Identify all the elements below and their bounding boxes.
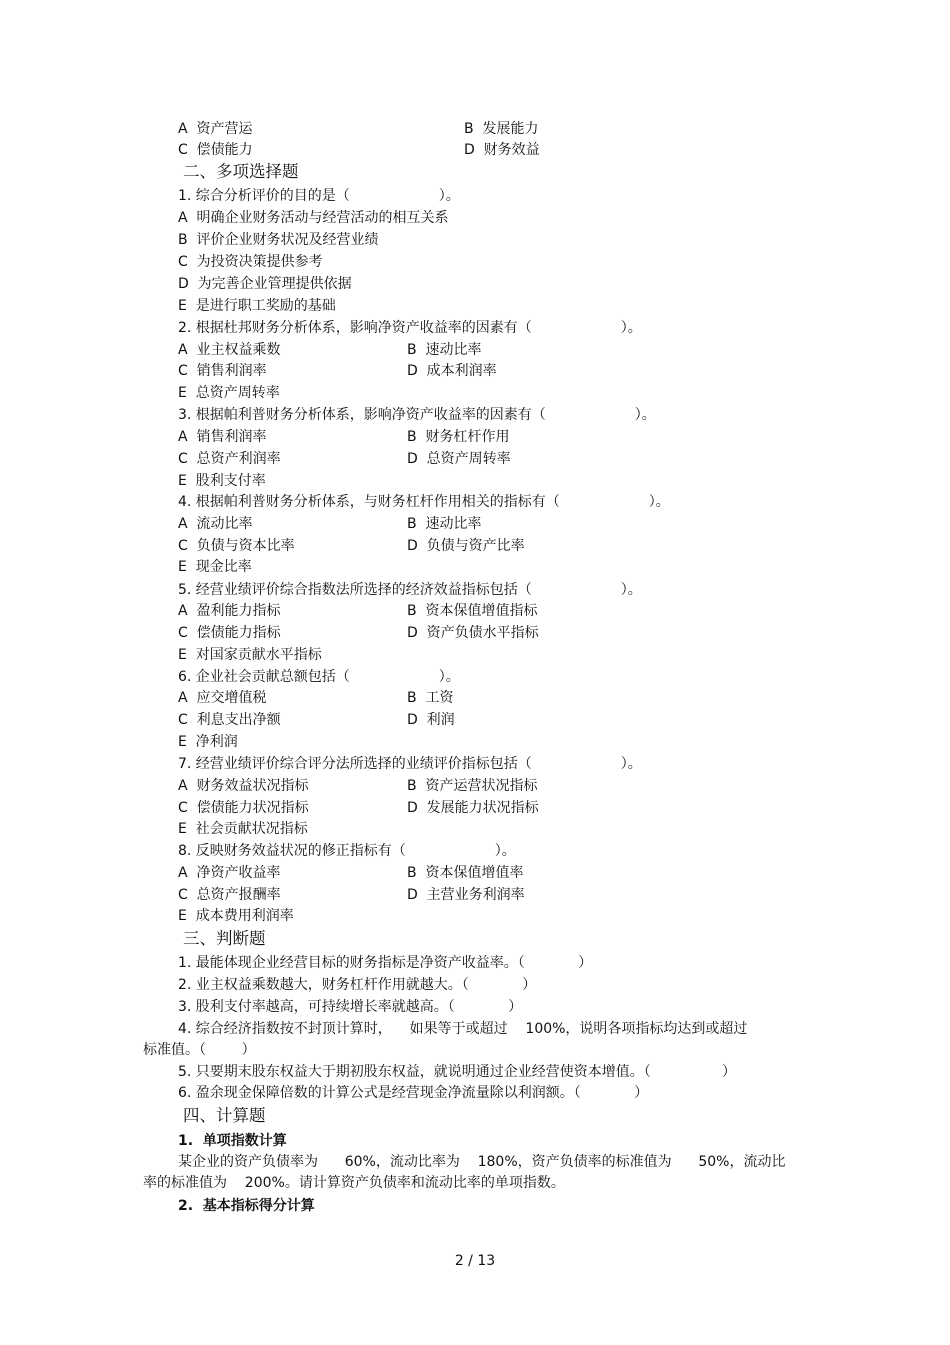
text-line: C 总资产利润率 [178,451,281,467]
text-line: A 净资产收益率 [178,865,281,881]
text-line: D 成本利润率 [407,363,497,379]
text-line: C 偿债能力状况指标 [178,800,309,816]
section-heading-multiple-choice: 二、多项选择题 [183,162,299,181]
text-line: C 偿债能力指标 [178,625,281,641]
text-line: B 资本保值增值指标 [407,603,538,619]
section-heading-calculation: 1. 单项指数计算 [178,1133,287,1149]
text-line: D 主营业务利润率 [407,887,525,903]
text-line: 三、判断题 [183,929,266,948]
text-line: 2. 业主权益乘数越大，财务杠杆作用就越大。（ ） [178,977,537,993]
text-line: C 利息支出净额 [178,712,281,728]
text-line: A 业主权益乘数 [178,342,281,358]
text-line: 率的标准值为 200%。请计算资产负债率和流动比率的单项指数。 [143,1175,565,1191]
text-line: B 工资 [407,690,454,706]
text-line: D 财务效益 [464,142,540,158]
text-line: D 负债与资产比率 [407,538,525,554]
text-line: 2. 基本指标得分计算 [178,1198,315,1214]
text-line: 5. 经营业绩评价综合指数法所选择的经济效益指标包括（ ）。 [178,582,642,598]
text-line: B 速动比率 [407,342,482,358]
text-line: E 股利支付率 [178,473,266,489]
text-line: 标准值。（ ） [143,1042,256,1058]
text-line: D 资产负债水平指标 [407,625,539,641]
text-line: E 总资产周转率 [178,385,280,401]
text-line: D 为完善企业管理提供依据 [178,276,352,292]
text-line: 6. 企业社会贡献总额包括（ ）。 [178,669,460,685]
text-line: E 成本费用利润率 [178,908,294,924]
text-line: 5. 只要期末股东权益大于期初股东权益，就说明通过企业经营使资本增值。（ ） [178,1064,737,1080]
text-line: 7. 经营业绩评价综合评分法所选择的业绩评价指标包括（ ）。 [178,756,642,772]
text-line: D 总资产周转率 [407,451,511,467]
text-line: 1. 综合分析评价的目的是（ ）。 [178,188,460,204]
text-line: A 财务效益状况指标 [178,778,309,794]
text-line: A 明确企业财务活动与经营活动的相互关系 [178,210,449,226]
text-line: B 资产运营状况指标 [407,778,538,794]
text-line: C 为投资决策提供参考 [178,254,323,270]
text-line: 四、计算题 [183,1106,266,1125]
text-line: C 负债与资本比率 [178,538,295,554]
text-line: A 应交增值税 [178,690,267,706]
text-line: E 现金比率 [178,559,252,575]
text-line: A 流动比率 [178,516,253,532]
text-line: A 盈利能力指标 [178,603,281,619]
text-line: 4. 综合经济指数按不封顶计算时， 如果等于或超过 100%，说明各项指标均达到或超过 [178,1021,748,1037]
text-line: E 对国家贡献水平指标 [178,647,322,663]
text-line: 4. 根据帕利普财务分析体系，与财务杠杆作用相关的指标有（ ）。 [178,494,670,510]
text-line: 8. 反映财务效益状况的修正指标有（ ）。 [178,843,516,859]
text-line: 3. 股利支付率越高，可持续增长率就越高。（ ） [178,999,523,1015]
text-line: A 资产营运 [178,121,253,137]
text-line: 某企业的资产负债率为 60%，流动比率为 180%，资产负债率的标准值为 50%，流动比 [178,1154,786,1170]
text-line: B 资本保值增值率 [407,865,524,881]
section-heading-true-false: 1. 最能体现企业经营目标的财务指标是净资产收益率。（ ） [178,955,593,971]
text-line: D 利润 [407,712,455,728]
text-line: E 是进行职工奖励的基础 [178,298,336,314]
page-number: 2 / 13 [454,1253,496,1269]
text-line: C 偿债能力 [178,142,253,158]
text-line: C 销售利润率 [178,363,267,379]
text-line: 6. 盈余现金保障倍数的计算公式是经营现金净流量除以利润额。（ ） [178,1085,649,1101]
text-line: E 净利润 [178,734,238,750]
text-line: A 销售利润率 [178,429,267,445]
text-line: B 评价企业财务状况及经营业绩 [178,232,379,248]
text-line: E 社会贡献状况指标 [178,821,308,837]
text-line: B 速动比率 [407,516,482,532]
text-line: C 总资产报酬率 [178,887,281,903]
text-line: 2. 根据杜邦财务分析体系，影响净资产收益率的因素有（ ）。 [178,320,642,336]
text-line: 3. 根据帕利普财务分析体系，影响净资产收益率的因素有（ ）。 [178,407,656,423]
text-line: B 财务杠杆作用 [407,429,510,445]
text-line: B 发展能力 [464,121,539,137]
text-line: D 发展能力状况指标 [407,800,539,816]
